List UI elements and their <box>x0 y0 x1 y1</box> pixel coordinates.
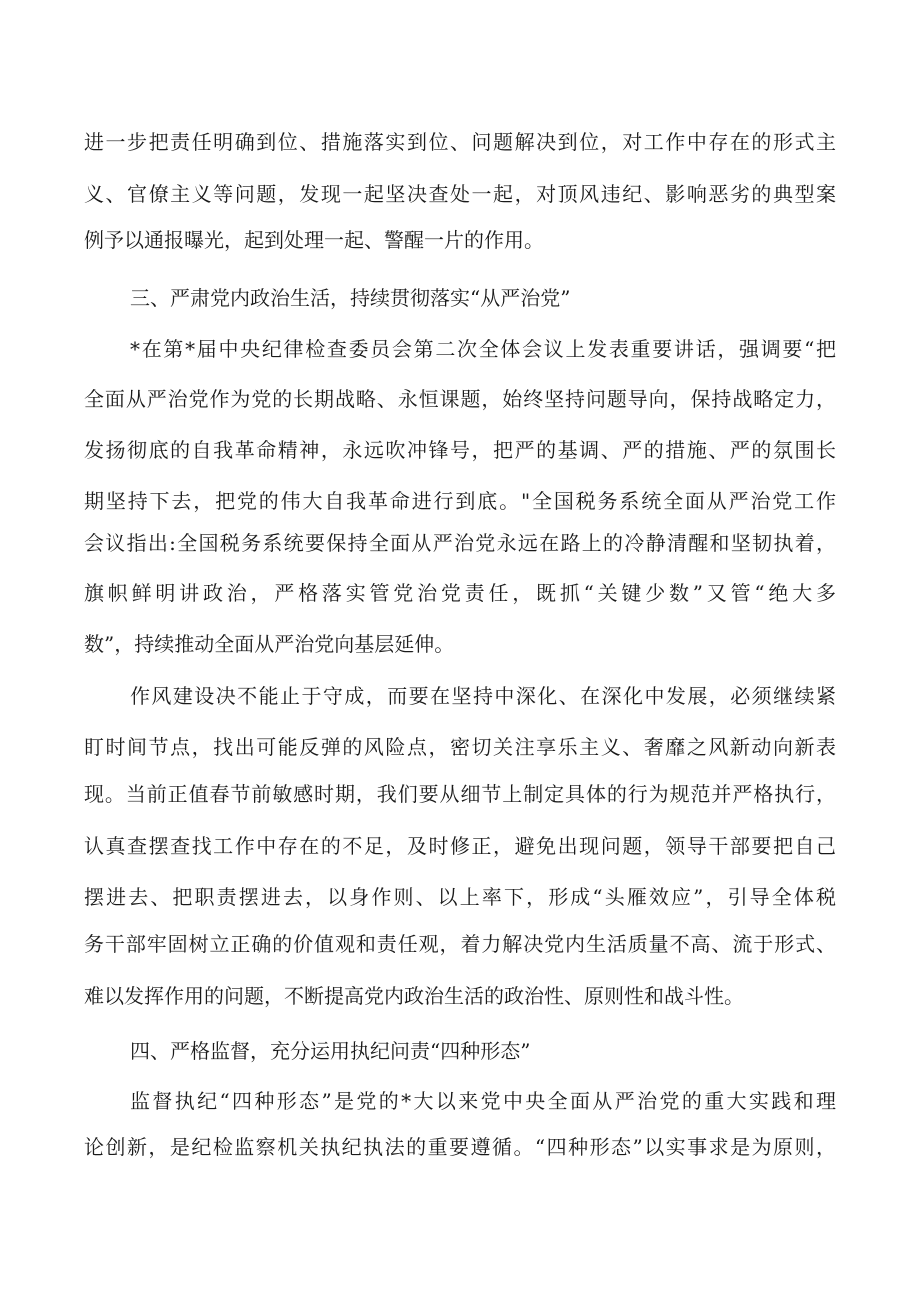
text-line: 盯时间节点，找出可能反弹的风险点，密切关注享乐主义、奢靡之风新动向新表 <box>84 735 836 759</box>
text-line: 义、官僚主义等问题，发现一起坚决查处一起，对顶风违纪、影响恶劣的典型案 <box>84 182 836 206</box>
text-line: 监督执纪“四种形态”是党的*大以来党中央全面从严治党的重大实践和理 <box>130 1089 836 1113</box>
section-heading: 四、严格监督，充分运用执纪问责“四种形态” <box>130 1039 531 1063</box>
section-heading: 三、严肃党内政治生活，持续贯彻落实“从严治党” <box>130 286 571 310</box>
text-line: 论创新，是纪检监察机关执纪执法的重要遵循。“四种形态”以实事求是为原则， <box>84 1135 836 1159</box>
text-line: 进一步把责任明确到位、措施落实到位、问题解决到位，对工作中存在的形式主 <box>84 130 836 154</box>
text-line: 全面从严治党作为党的长期战略、永恒课题，始终坚持问题导向，保持战略定力， <box>84 387 836 411</box>
text-line: 数”，持续推动全面从严治党向基层延伸。 <box>84 632 455 656</box>
text-line: 摆进去、把职责摆进去，以身作则、以上率下，形成“头雁效应”，引导全体税 <box>84 885 836 909</box>
text-line: 会议指出:全国税务系统要保持全面从严治党永远在路上的冷静清醒和坚韧执着， <box>84 531 836 555</box>
text-line: 发扬彻底的自我革命精神，永远吹冲锋号，把严的基调、严的措施、严的氛围长 <box>84 438 836 462</box>
text-line: 难以发挥作用的问题，不断提高党内政治生活的政治性、原则性和战斗性。 <box>84 984 744 1008</box>
text-line: 认真查摆查找工作中存在的不足，及时修正，避免出现问题，领导干部要把自己 <box>84 834 836 858</box>
text-line: 务干部牢固树立正确的价值观和责任观，着力解决党内生活质量不高、流于形式、 <box>84 932 836 956</box>
text-line: 现。当前正值春节前敏感时期，我们要从细节上制定具体的行为规范并严格执行， <box>84 782 836 806</box>
text-line: 例予以通报曝光，起到处理一起、警醒一片的作用。 <box>84 228 544 252</box>
text-line: 旗帜鲜明讲政治，严格落实管党治党责任，既抓“关键少数”又管“绝大多 <box>84 581 836 605</box>
text-line: *在第*届中央纪律检查委员会第二次全体会议上发表重要讲话，强调要“把 <box>130 337 836 361</box>
text-line: 作风建设决不能止于守成，而要在坚持中深化、在深化中发展，必须继续紧 <box>130 684 836 708</box>
text-line: 期坚持下去，把党的伟大自我革命进行到底。"全国税务系统全面从严治党工作 <box>84 489 836 513</box>
